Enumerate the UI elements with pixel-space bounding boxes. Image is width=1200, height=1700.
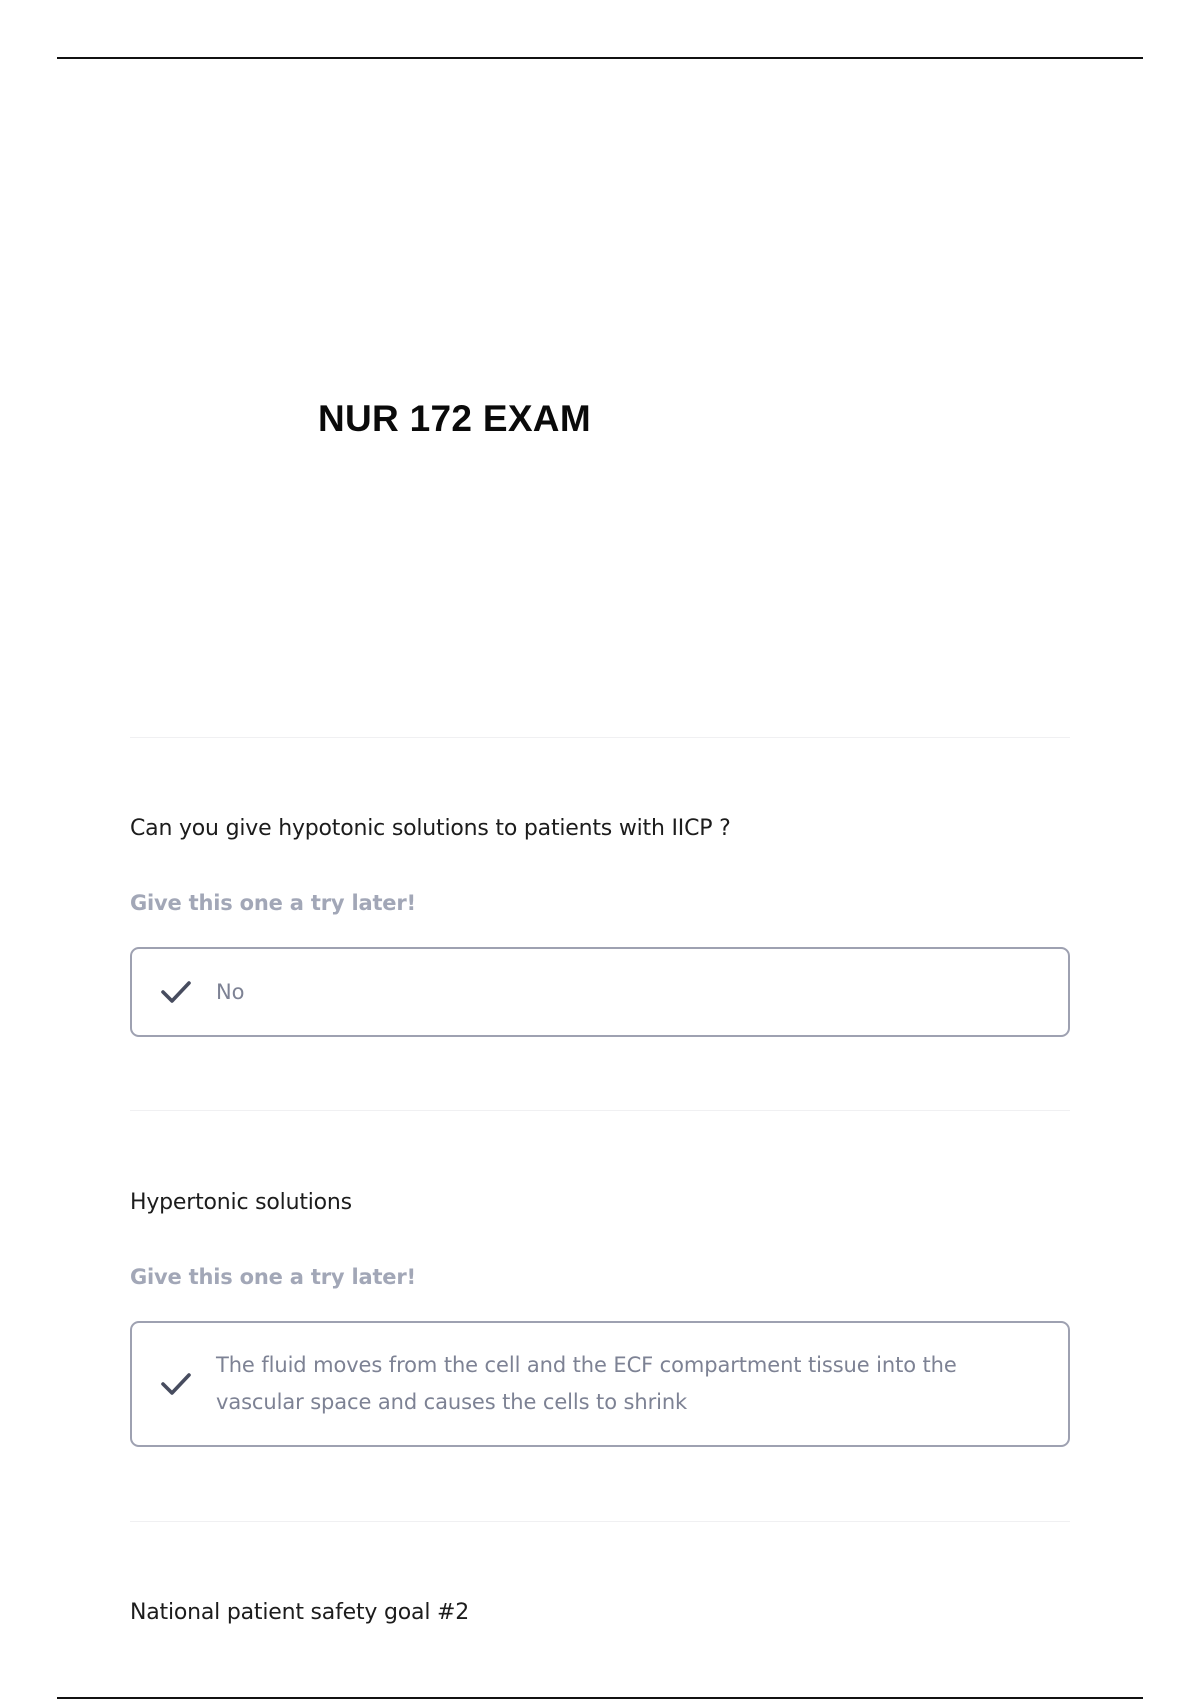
check-icon	[158, 974, 194, 1010]
check-icon	[158, 1366, 194, 1402]
card-question: National patient safety goal #2	[130, 1600, 470, 1625]
try-later-hint[interactable]: Give this one a try later!	[130, 891, 416, 915]
card-divider	[130, 737, 1070, 738]
answer-text: The fluid moves from the cell and the ECF compartment tissue into the vascular space and causes the cells to shrink	[216, 1353, 957, 1414]
answer-text: No	[216, 979, 245, 1004]
answer-card[interactable]	[130, 947, 1070, 1037]
card-divider	[130, 1110, 1070, 1111]
page-top-rule	[57, 57, 1143, 59]
card-question: Hypertonic solutions	[130, 1190, 352, 1215]
answer-card[interactable]	[130, 1321, 1070, 1447]
card-divider	[130, 1521, 1070, 1522]
try-later-hint[interactable]: Give this one a try later!	[130, 1265, 416, 1289]
page-bottom-rule	[57, 1697, 1143, 1699]
card-question: Can you give hypotonic solutions to patients with IICP ?	[130, 816, 731, 841]
document-title: NUR 172 EXAM	[318, 398, 591, 439]
